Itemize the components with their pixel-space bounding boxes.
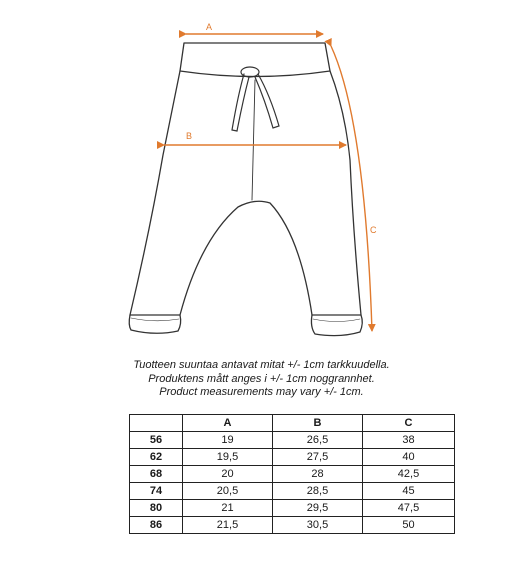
size-chart-table	[129, 414, 455, 534]
table-header-row	[130, 415, 455, 432]
left-cuff	[129, 315, 180, 333]
note-finnish: Tuotteen suuntaa antavat mitat +/- 1cm tarkkuudella.	[133, 359, 390, 371]
size-cell: 62	[130, 449, 183, 466]
value-b-cell: 27,5	[273, 449, 363, 466]
dimension-a	[186, 22, 323, 34]
value-a-cell: 20,5	[183, 483, 273, 500]
value-a-cell: 20	[183, 466, 273, 483]
table-row	[130, 466, 455, 483]
header-b: B	[273, 415, 363, 432]
value-c-cell: 38	[363, 432, 455, 449]
dimension-c-label: C	[370, 225, 377, 235]
dimension-b-label: B	[186, 131, 193, 141]
size-cell: 74	[130, 483, 183, 500]
header-c: C	[363, 415, 455, 432]
value-a-cell: 19	[183, 432, 273, 449]
size-cell: 68	[130, 466, 183, 483]
size-cell: 56	[130, 432, 183, 449]
table-row	[130, 449, 455, 466]
note-english: Product measurements may vary +/- 1cm.	[159, 386, 364, 398]
table-row	[130, 517, 455, 534]
value-c-cell: 45	[363, 483, 455, 500]
size-cell: 86	[130, 517, 183, 534]
value-b-cell: 28,5	[273, 483, 363, 500]
dimension-b	[164, 131, 346, 145]
dimension-c	[331, 46, 377, 331]
value-c-cell: 47,5	[363, 500, 455, 517]
value-a-cell: 21,5	[183, 517, 273, 534]
value-b-cell: 26,5	[273, 432, 363, 449]
value-b-cell: 28	[273, 466, 363, 483]
value-a-cell: 21	[183, 500, 273, 517]
waistband	[180, 43, 330, 77]
note-swedish: Produktens mått anges i +/- 1cm noggrannhet.	[148, 372, 375, 385]
dimension-a-label: A	[206, 22, 213, 32]
value-c-cell: 50	[363, 517, 455, 534]
center-seam	[252, 80, 255, 200]
value-c-cell: 40	[363, 449, 455, 466]
table-row	[130, 432, 455, 449]
pants-illustration	[129, 43, 362, 336]
value-b-cell: 30,5	[273, 517, 363, 534]
value-c-cell: 42,5	[363, 466, 455, 483]
header-size	[130, 415, 183, 432]
table-row	[130, 500, 455, 517]
value-b-cell: 29,5	[273, 500, 363, 517]
right-cuff	[311, 315, 362, 336]
value-a-cell: 19,5	[183, 449, 273, 466]
header-a: A	[183, 415, 273, 432]
pants-body	[130, 71, 361, 315]
size-cell: 80	[130, 500, 183, 517]
measurement-notes	[0, 359, 523, 400]
table-row	[130, 483, 455, 500]
